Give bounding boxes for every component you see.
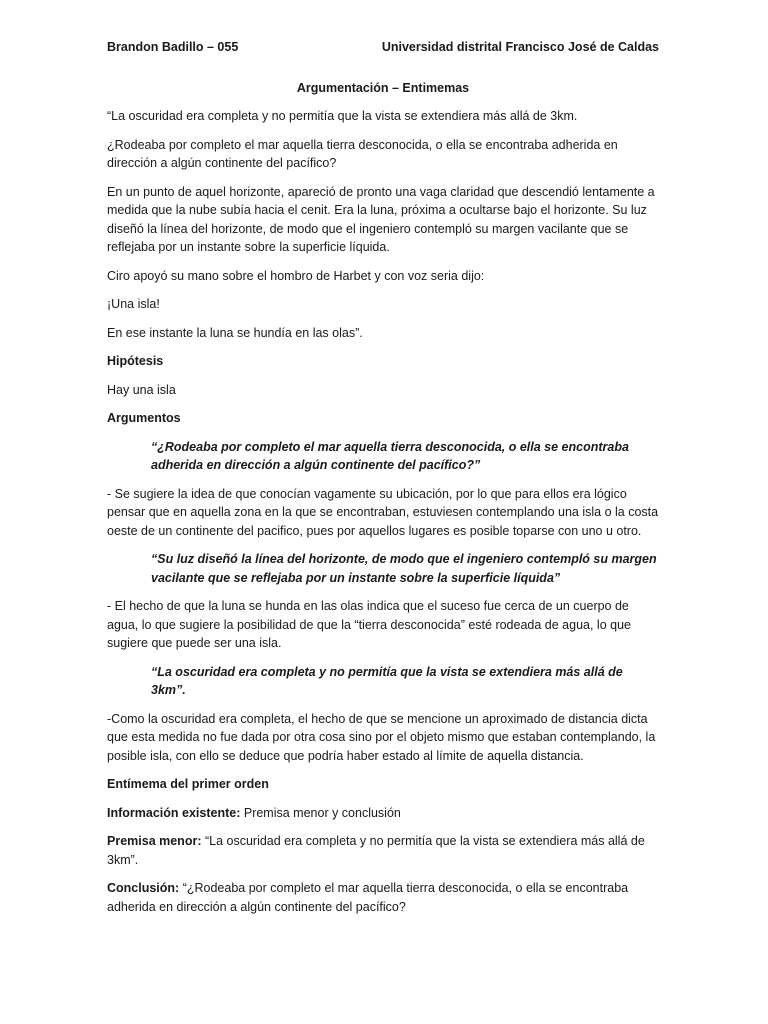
document-page bbox=[107, 38, 659, 926]
argument-quote-3: “La oscuridad era completa y no permitía que la vista se extendiera más allá de 3km”. bbox=[151, 664, 623, 697]
page-header bbox=[107, 38, 659, 57]
info-existente-value: Premisa menor y conclusión bbox=[243, 805, 401, 820]
intro-paragraph-6: En ese instante la luna se hundía en las olas”. bbox=[107, 325, 363, 340]
info-existente-label: Información existente: bbox=[107, 805, 241, 820]
premisa-menor bbox=[107, 832, 659, 869]
intro-paragraph-4: Ciro apoyó su mano sobre el hombro de Harbet y con voz seria dijo: bbox=[107, 268, 485, 283]
intro-paragraph-3: En un punto de aquel horizonte, apareció de pronto una vaga claridad que descendió lentamente a medida que la nube subía hacia el cenit. Era la luna, próxima a ocultarse bajo el horizonte. Su luz diseñó la línea del horizonte, de modo que el ingeniero contempló su margen vacilante que se reflejaba por un instante sobre la superficie líquida. bbox=[107, 184, 655, 254]
argument-explanation-3: -Como la oscuridad era completa, el hecho de que se mencione un aproximado de distancia dicta que esta medida no fue dada por otra cosa sino por el objeto mismo que estaban contemplando, la posible isla, con ello se deduce que podría haber estado al límite de aquella distancia. bbox=[107, 711, 656, 763]
premisa-menor-label: Premisa menor: bbox=[107, 834, 202, 848]
conclusion bbox=[107, 879, 659, 916]
argument-quote-1: “¿Rodeaba por completo el mar aquella tierra desconocida, o ella se encontraba adherida en dirección a algún continente del pacífico?” bbox=[151, 439, 629, 472]
conclusion-label: Conclusión: bbox=[107, 881, 180, 895]
university-name: Universidad distrital Francisco José de Caldas bbox=[381, 40, 659, 54]
hipotesis-text: Hay una isla bbox=[107, 382, 176, 397]
intro-paragraph-2: ¿Rodeaba por completo el mar aquella tierra desconocida, o ella se encontraba adherida en dirección a algún continente del pacífico? bbox=[107, 137, 618, 170]
argument-explanation-2: - El hecho de que la luna se hunda en las olas indica que el suceso fue cerca de un cuerpo de agua, lo que sugiere la posibilidad de que la “tierra desconocida” esté rodeada de agua, lo que sugiere que puede ser una isla. bbox=[107, 599, 631, 650]
intro-paragraph-5: ¡Una isla! bbox=[107, 297, 160, 311]
argument-quote-2: “Su luz diseñó la línea del horizonte, de modo que el ingeniero contempló su margen vacilante que se reflejaba por un instante sobre la superficie líquida” bbox=[151, 552, 657, 585]
author-name: Brandon Badillo – 055 bbox=[107, 40, 239, 54]
hipotesis-heading: Hipótesis bbox=[107, 354, 164, 368]
document-title: Argumentación – Entimemas bbox=[296, 80, 470, 95]
argument-explanation-1: - Se sugiere la idea de que conocían vagamente su ubicación, por lo que para ellos era lógico pensar que en aquella zona en la que se encontraban, estuviesen contemplando una isla o la costa oeste de un continente del pacifico, pues por aquellos lugares es posible toparse con uno u otro. bbox=[107, 486, 659, 538]
intro-paragraph-1: “La oscuridad era completa y no permitía que la vista se extendiera más allá de 3km. bbox=[107, 109, 578, 123]
info-existente bbox=[107, 804, 659, 823]
premisa-menor-value: “La oscuridad era completa y no permitía que la vista se extendiera más allá de 3km”. bbox=[107, 834, 645, 867]
entimema-heading: Entímema del primer orden bbox=[107, 777, 269, 791]
conclusion-value: “¿Rodeaba por completo el mar aquella tierra desconocida, o ella se encontraba adherida en dirección a algún continente del pacífico? bbox=[107, 881, 629, 914]
argumentos-heading: Argumentos bbox=[107, 411, 181, 425]
